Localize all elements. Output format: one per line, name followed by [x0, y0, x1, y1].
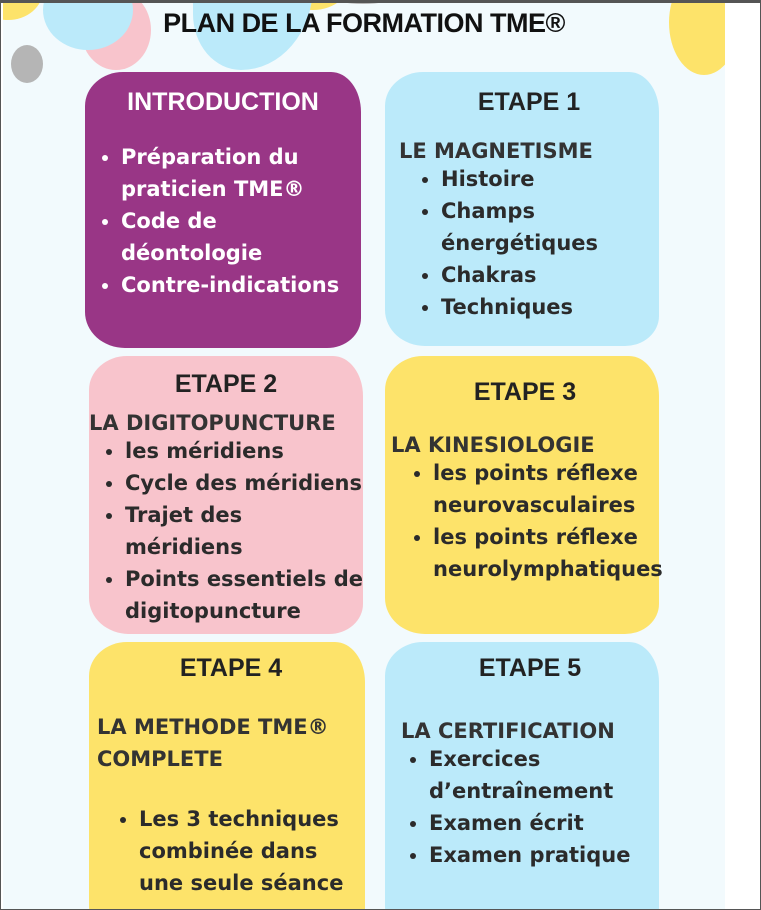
card-list — [97, 803, 365, 899]
card-etape-4 — [89, 642, 365, 910]
list-item: • Champs énergétiques — [441, 195, 659, 259]
list-item: • Contre-indications — [121, 269, 361, 301]
card-subtitle: LA METHODE TME® COMPLETE — [97, 715, 329, 771]
card-heading: ETAPE 5 — [478, 654, 582, 682]
card-introduction — [85, 72, 361, 348]
card-subtitle: LA DIGITOPUNCTURE — [89, 411, 336, 435]
list-item: • Examen pratique — [429, 839, 659, 871]
list-item: • Code de déontologie — [121, 205, 361, 269]
card-list — [401, 743, 659, 871]
card-subtitle: LA CERTIFICATION — [401, 719, 615, 743]
list-item: • Trajet des méridiens — [125, 499, 363, 563]
card-list — [89, 435, 363, 627]
card-list — [85, 141, 361, 301]
card-heading: ETAPE 1 — [477, 88, 581, 116]
card-subtitle: LA KINESIOLOGIE — [391, 433, 595, 457]
list-item: • Cycle des méridiens — [125, 467, 363, 499]
list-item: • Exercices d’entraînement — [429, 743, 659, 807]
list-item: • les points réflexe neurovasculaires — [433, 457, 659, 521]
list-item: • Les 3 techniques combinée dans une seule séance — [139, 803, 365, 899]
list-item: • les méridiens — [125, 435, 363, 467]
list-item: • Histoire — [441, 163, 659, 195]
card-heading: ETAPE 3 — [473, 378, 577, 406]
card-list — [391, 457, 663, 585]
card-etape-5 — [385, 642, 659, 910]
card-heading: INTRODUCTION — [127, 88, 319, 116]
list-item: • les points réflexe neurolymphatiques — [433, 521, 659, 585]
decorative-blob — [11, 45, 43, 83]
card-heading: ETAPE 2 — [174, 370, 278, 398]
infographic — [3, 0, 725, 910]
card-etape-2 — [89, 356, 363, 634]
list-item: • Examen écrit — [429, 807, 659, 839]
card-subtitle: LE MAGNETISME — [399, 139, 593, 163]
list-item: • Chakras — [441, 259, 659, 291]
decorative-blob — [333, 0, 393, 4]
list-item: • Préparation du praticien TME® — [121, 141, 361, 205]
card-etape-1 — [385, 72, 659, 346]
card-list — [399, 163, 659, 323]
card-etape-3 — [385, 356, 663, 634]
list-item: • Techniques — [441, 291, 659, 323]
card-heading: ETAPE 4 — [179, 654, 283, 682]
list-item: • Points essentiels de digitopuncture — [125, 563, 363, 627]
page-title: PLAN DE LA FORMATION TME® — [163, 8, 565, 38]
